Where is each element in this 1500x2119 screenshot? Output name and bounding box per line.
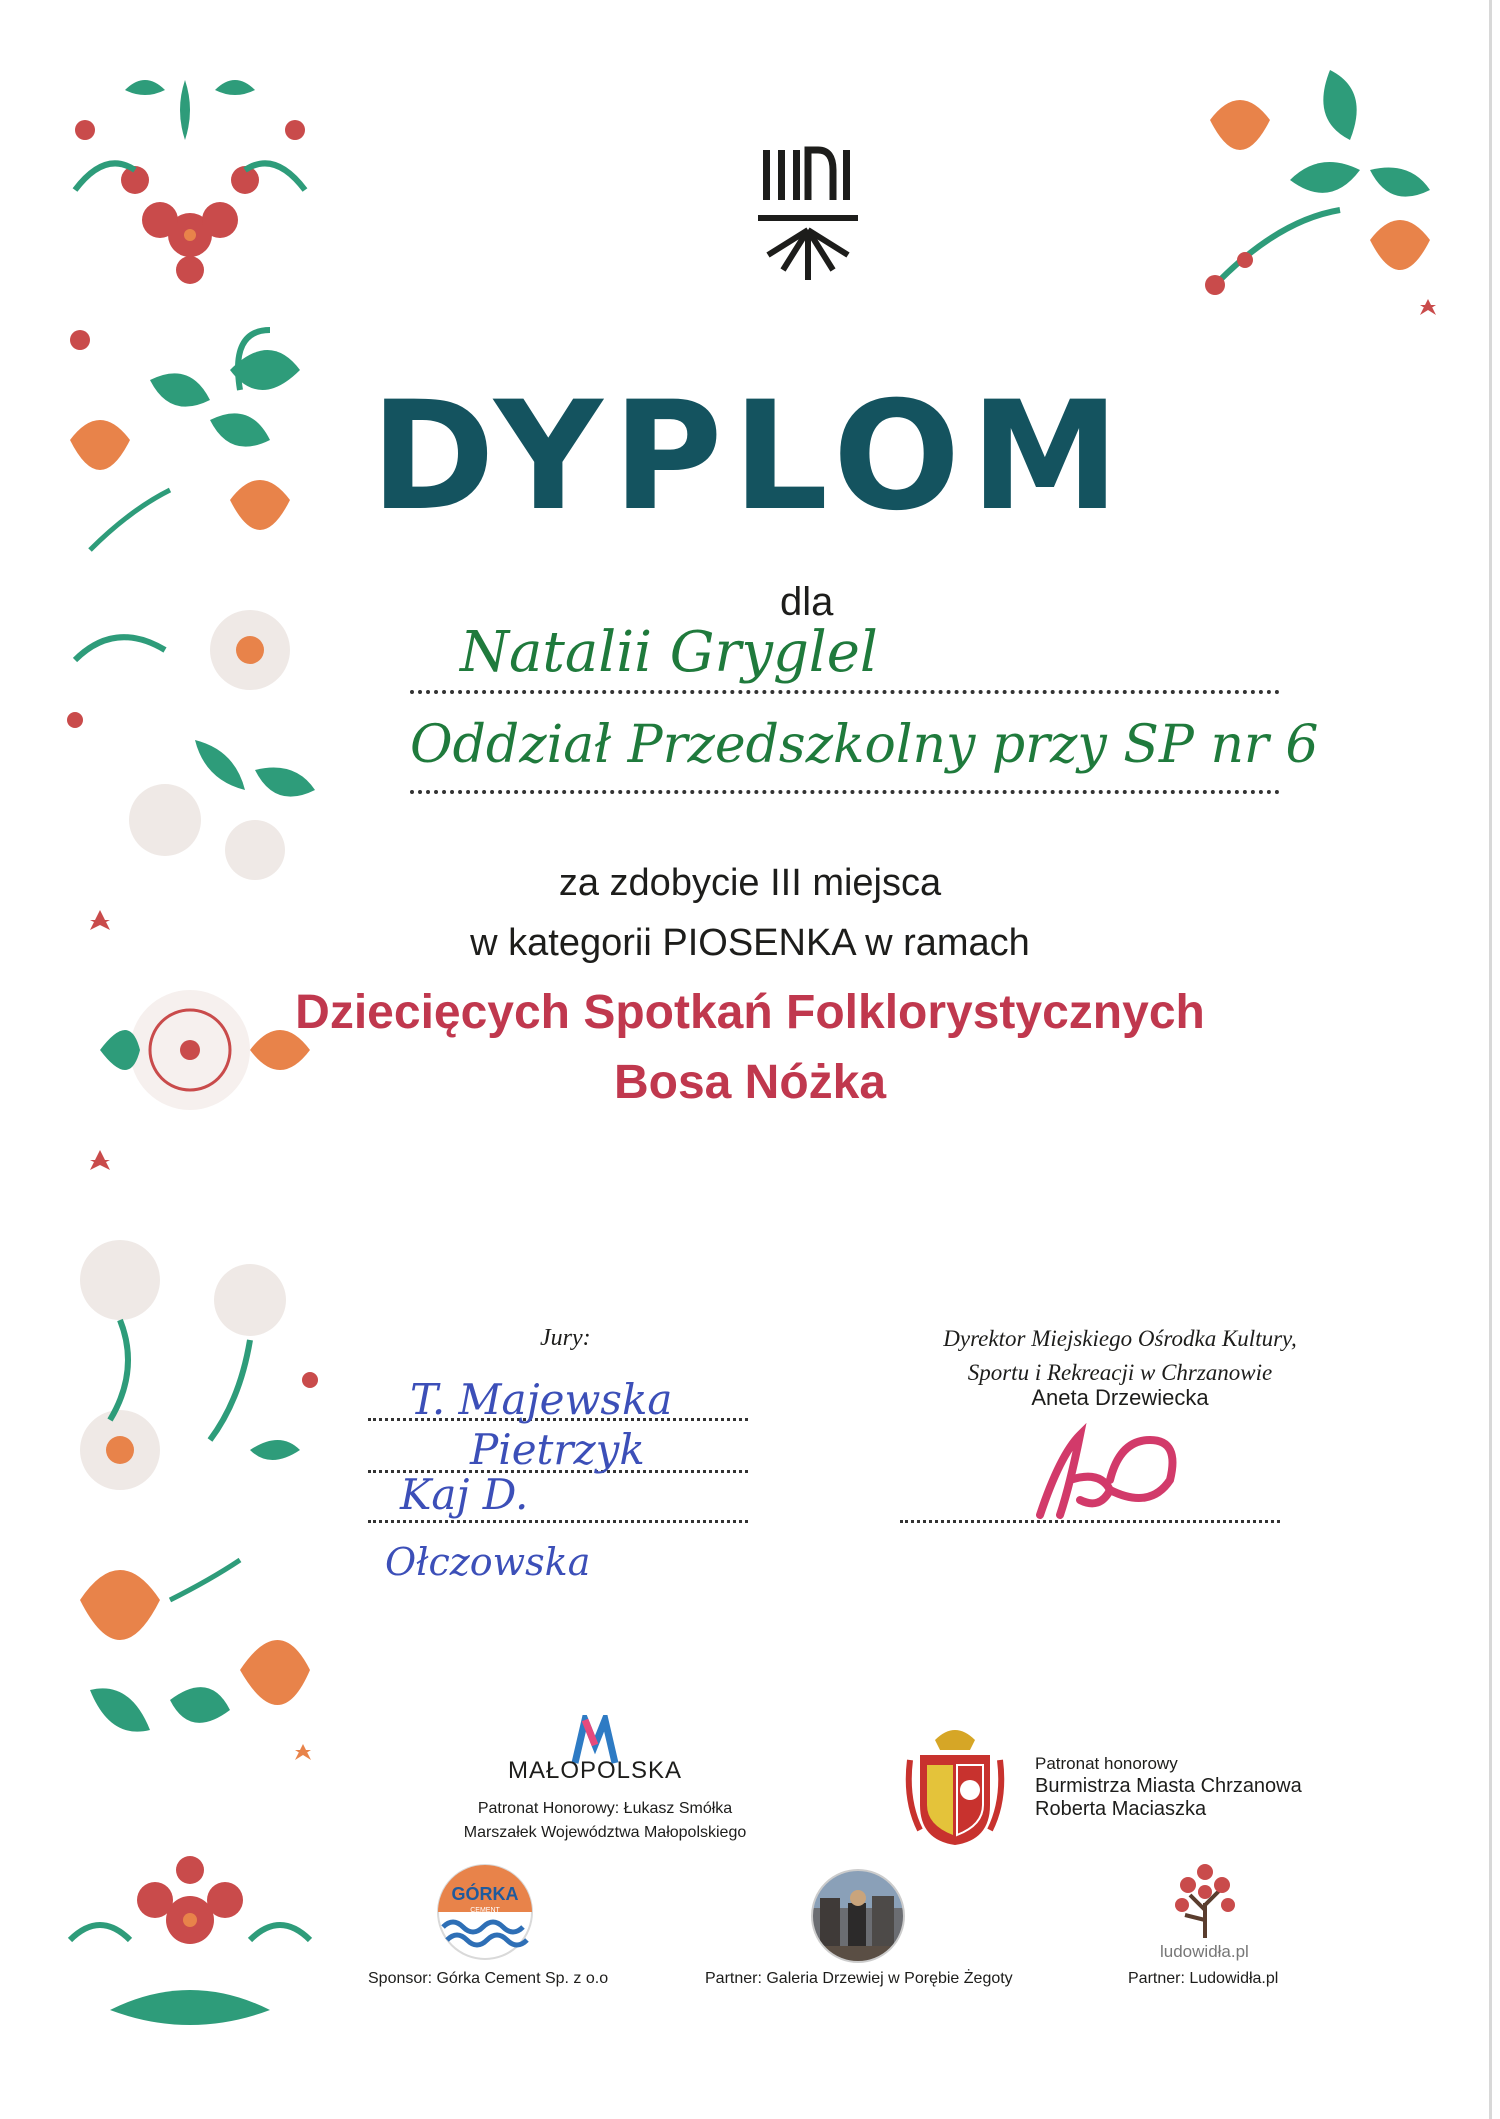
malopolska-name: MAŁOPOLSKA: [507, 1757, 683, 1784]
director-signature-icon: [1030, 1420, 1190, 1530]
mosirr-logo-icon: [758, 140, 858, 290]
ludowidla-tree-icon: [1170, 1860, 1240, 1940]
recipient-school: Oddział Przedszkolny przy SP nr 6: [410, 715, 1319, 775]
sponsor-gorka: Sponsor: Górka Cement Sp. z o.o: [368, 1970, 609, 1987]
award-line-1: za zdobycie III miejsca: [558, 862, 942, 904]
malopolska-patronat: [420, 1797, 790, 1845]
jury-dotline-3: [368, 1520, 748, 1523]
mayor-patronat: [1035, 1752, 1302, 1821]
director-signature-dotline: [900, 1520, 1280, 1523]
galeria-drzewiej-photo-icon: [810, 1868, 906, 1964]
mayor-patronat-line-1: Patronat honorowy: [1035, 1754, 1178, 1773]
chrzanow-crest-icon: [905, 1720, 1005, 1850]
malopolska-patronat-line-1: Patronat Honorowy: Łukasz Smółka: [477, 1800, 733, 1817]
gorka-logo-text: GÓRKA: [451, 1884, 519, 1904]
ludowidla-caption: ludowidła.pl: [1160, 1942, 1249, 1961]
folk-ornament-left-bottom-tulips: [50, 1540, 330, 1800]
director-title-line-1: Dyrektor Miejskiego Ośrodka Kultury,: [943, 1326, 1297, 1351]
jury-signature-4: Ołczowska: [385, 1540, 591, 1584]
jury-label: Jury:: [540, 1325, 591, 1351]
jury-signature-1: T. Majewska: [410, 1375, 673, 1424]
gorka-logo-subtext: CEMENT: [470, 1907, 500, 1914]
gorka-cement-logo-icon: [435, 1862, 535, 1962]
mayor-patronat-line-3: Roberta Maciaszka: [1035, 1798, 1207, 1820]
malopolska-patronat-line-2: Marszałek Województwa Małopolskiego: [463, 1824, 747, 1841]
director-name: Aneta Drzewiecka: [1031, 1385, 1209, 1410]
recipient-school-dotline: [410, 790, 1280, 794]
event-name-line-1: Dziecięcych Spotkań Folklorystycznych: [295, 986, 1205, 1039]
director-title-line-2: Sportu i Rekreacji w Chrzanowie: [967, 1360, 1273, 1385]
recipient-name: Natalii Gryglel: [460, 620, 878, 685]
folk-ornament-top-right: [1190, 60, 1450, 340]
folk-ornament-left-lilies: [50, 1220, 330, 1520]
jury-signature-3: Kaj D.: [400, 1470, 529, 1519]
folk-ornament-top-left: [55, 70, 325, 300]
jury-signature-2: Pietrzyk: [470, 1425, 645, 1474]
dla-label: dla: [780, 580, 834, 624]
partner-galeria: Partner: Galeria Drzewiej w Porębie Żegoty: [705, 1970, 1013, 1987]
mayor-patronat-line-2: Burmistrza Miasta Chrzanowa: [1035, 1775, 1302, 1797]
award-line-2: w kategorii PIOSENKA w ramach: [470, 922, 1030, 964]
folk-ornament-left-white-flowers: [55, 590, 325, 890]
recipient-name-dotline: [410, 690, 1280, 694]
diploma-title: DYPLOM: [370, 370, 1130, 544]
folk-ornament-bottom-left: [50, 1810, 330, 2050]
director-title: [880, 1322, 1360, 1390]
event-name-line-2: Bosa Nóżka: [613, 1056, 887, 1109]
partner-ludowidla: Partner: Ludowidła.pl: [1128, 1970, 1279, 1987]
